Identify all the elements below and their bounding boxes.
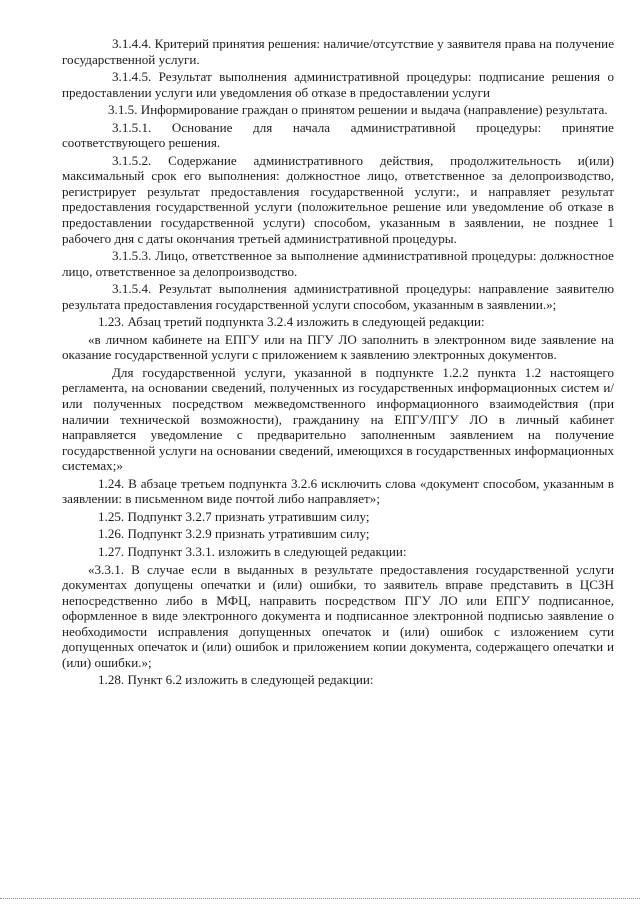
paragraph-service-notice: Для государственной услуги, указанной в подпункте 1.2.2 пункта 1.2 настоящего регламента, на основании сведений, полученных из государственных информационных систем и/или полученных посредством межведомственного информационного взаимодействия (при наличии технической возможности), гражданину на ЕПГУ/ПГУ ЛО в личный кабинет направляется уведомление с предварительно заполненным заявлением на получение государственной услуги на основании сведений, имеющихся в государственных информационных системах;» [62,364,614,474]
paragraph-3-1-5-3: 3.1.5.3. Лицо, ответственное за выполнение административной процедуры: должностное лицо, ответственное за делопроизводство. [62,248,614,279]
paragraph-3-1-4-5: 3.1.4.5. Результат выполнения административной процедуры: подписание решения о предоставлении услуги или уведомления об отказе в предоставлении услуги [62,69,614,100]
paragraph-3-1-5-2: 3.1.5.2. Содержание административного действия, продолжительность и(или) максимальный срок его выполнения: должностное лицо, ответственное за делопроизводство, регистрирует результат предоставления государственной услуги:, и направляет результат предоставления государственной услуги (положительное решение или уведомление об отказе в предоставлении государственной услуги) способом, указанным в заявлении, не позднее 1 рабочего дня с даты окончания третьей административной процедуры. [62,152,614,246]
paragraph-3-1-5: 3.1.5. Информирование граждан о принятом решении и выдача (направление) результата. [108,102,608,118]
page-bottom-border [0,898,640,899]
paragraph-3-3-1: «3.3.1. В случае если в выданных в результате предоставления государственной услуги документах допущены опечатки и (или) ошибки, то заявитель вправе представить в ЦСЗН непосредственно либо в МФЦ, направить посредством ПГУ ЛО или ЕПГУ подписанное, оформленное в виде электронного документа и подписанное электронной подписью заявление о необходимости исправления допущенных опечаток и (или) ошибок с изложением сути допущенных опечаток и (или) ошибок и приложением копии документа, содержащего опечатки и (или) ошибки.»; [62,561,614,670]
paragraph-1-23: 1.23. Абзац третий подпункта 3.2.4 изложить в следующей редакции: [98,314,485,330]
paragraph-3-1-5-4: 3.1.5.4. Результат выполнения административной процедуры: направление заявителю результата предоставления государственной услуги способом, указанным в заявлении.»; [62,281,614,312]
paragraph-quote-lk: «в личном кабинете на ЕПГУ или на ПГУ ЛО заполнить в электронном виде заявление на оказание государственной услуги с приложением к заявлению электронных документов. [62,331,614,363]
paragraph-1-28: 1.28. Пункт 6.2 изложить в следующей редакции: [98,672,374,688]
paragraph-1-25: 1.25. Подпункт 3.2.7 признать утратившим силу; [98,508,370,524]
paragraph-1-24: 1.24. В абзаце третьем подпункта 3.2.6 исключить слова «документ способом, указанным в заявлении: в письменном виде почтой либо направляет»; [62,475,614,507]
paragraph-1-27: 1.27. Подпункт 3.3.1. изложить в следующей редакции: [98,543,407,559]
paragraph-1-26: 1.26. Подпункт 3.2.9 признать утратившим силу; [98,526,370,542]
paragraph-3-1-4-4: 3.1.4.4. Критерий принятия решения: наличие/отсутствие у заявителя права на получение государственной услуги. [62,36,614,67]
paragraph-3-1-5-1: 3.1.5.1. Основание для начала административной процедуры: принятие соответствующего решения. [62,119,614,151]
